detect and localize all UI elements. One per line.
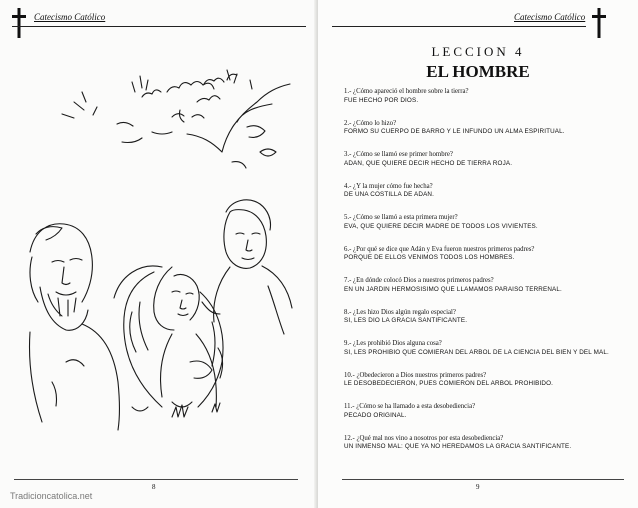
footer-rule bbox=[14, 479, 298, 480]
answer-text: PECADO ORIGINAL. bbox=[344, 411, 407, 419]
answer-text: EN UN JARDIN HERMOSISIMO QUE LLAMAMOS PARAISO TERRENAL. bbox=[344, 285, 562, 293]
right-page bbox=[318, 0, 638, 508]
question-text: 11.- ¿Cómo se ha llamado a esta desobediencia? bbox=[344, 403, 476, 410]
question-text: 6.- ¿Por qué se dice que Adán y Eva fueron nuestros primeros padres? bbox=[344, 245, 535, 253]
question-item bbox=[344, 88, 628, 105]
answer-text: FUE HECHO POR DIOS. bbox=[344, 96, 419, 104]
running-title: Catecismo Católico bbox=[514, 12, 586, 22]
page-number: 9 bbox=[476, 483, 480, 491]
answer-text: ADAN, QUE QUIERE DECIR HECHO DE TIERRA ROJA. bbox=[344, 159, 513, 167]
watermark: Tradicioncatolica.net bbox=[10, 491, 93, 501]
question-text: 10.- ¿Obedecieron a Dios nuestros primeros padres? bbox=[344, 371, 487, 379]
header-rule bbox=[332, 26, 586, 27]
cross-icon bbox=[592, 8, 606, 38]
footer-rule bbox=[342, 479, 624, 480]
question-text: 3.- ¿Cómo se llamó ese primer hombre? bbox=[344, 151, 453, 158]
left-page bbox=[0, 0, 318, 508]
question-text: 4.- ¿Y la mujer cómo fue hecha? bbox=[344, 182, 433, 190]
question-item bbox=[344, 183, 628, 200]
catechism-questions bbox=[344, 88, 628, 466]
lesson-title: LECCION 4 bbox=[431, 44, 525, 59]
answer-text: UN INMENSO MAL: QUE YA NO HEREDAMOS LA GRACIA SANTIFICANTE. bbox=[344, 443, 572, 450]
running-title: Catecismo Católico bbox=[34, 12, 106, 22]
question-text: 7.- ¿En dónde colocó Dios a nuestros primeros padres? bbox=[344, 277, 494, 284]
question-text: 2.- ¿Cómo lo hizo? bbox=[344, 119, 397, 127]
question-text: 1.- ¿Cómo apareció el hombre sobre la tierra? bbox=[344, 88, 469, 95]
question-item bbox=[344, 246, 628, 263]
lesson-subtitle: EL HOMBRE bbox=[426, 62, 530, 81]
question-item bbox=[344, 309, 628, 326]
question-item bbox=[344, 340, 628, 357]
answer-text: EVA, QUE QUIERE DECIR MADRE DE TODOS LOS VIVIENTES. bbox=[344, 222, 538, 230]
question-item bbox=[344, 403, 628, 420]
question-item bbox=[344, 277, 628, 294]
adam-eve-illustration bbox=[22, 62, 302, 432]
answer-text: DE UNA COSTILLA DE ADAN. bbox=[344, 191, 435, 198]
answer-text: SI, LES DIO LA GRACIA SANTIFICANTE. bbox=[344, 317, 468, 324]
question-item bbox=[344, 435, 628, 452]
answer-text: FORMO SU CUERPO DE BARRO Y LE INFUNDO UN ALMA ESPIRITUAL. bbox=[344, 128, 565, 135]
page-number: 8 bbox=[152, 483, 156, 491]
question-text: 9.- ¿Les prohibió Dios alguna cosa? bbox=[344, 340, 442, 347]
question-item bbox=[344, 372, 628, 389]
question-text: 8.- ¿Les hizo Dios algún regalo especial? bbox=[344, 308, 456, 316]
question-item bbox=[344, 151, 628, 168]
question-item bbox=[344, 214, 628, 231]
answer-text: SI, LES PROHIBIO QUE COMIERAN DEL ARBOL DE LA CIENCIA DEL BIEN Y DEL MAL. bbox=[344, 348, 609, 356]
cross-icon bbox=[12, 8, 26, 38]
answer-text: PORQUE DE ELLOS VENIMOS TODOS LOS HOMBRES. bbox=[344, 254, 515, 261]
header-rule bbox=[12, 26, 306, 27]
question-text: 12.- ¿Qué mal nos vino a nosotros por esta desobediencia? bbox=[344, 434, 504, 442]
question-text: 5.- ¿Cómo se llamó a esta primera mujer? bbox=[344, 214, 458, 221]
question-item bbox=[344, 120, 628, 137]
answer-text: LE DESOBEDECIERON, PUES COMIERON DEL ARBOL PROHIBIDO. bbox=[344, 380, 554, 387]
